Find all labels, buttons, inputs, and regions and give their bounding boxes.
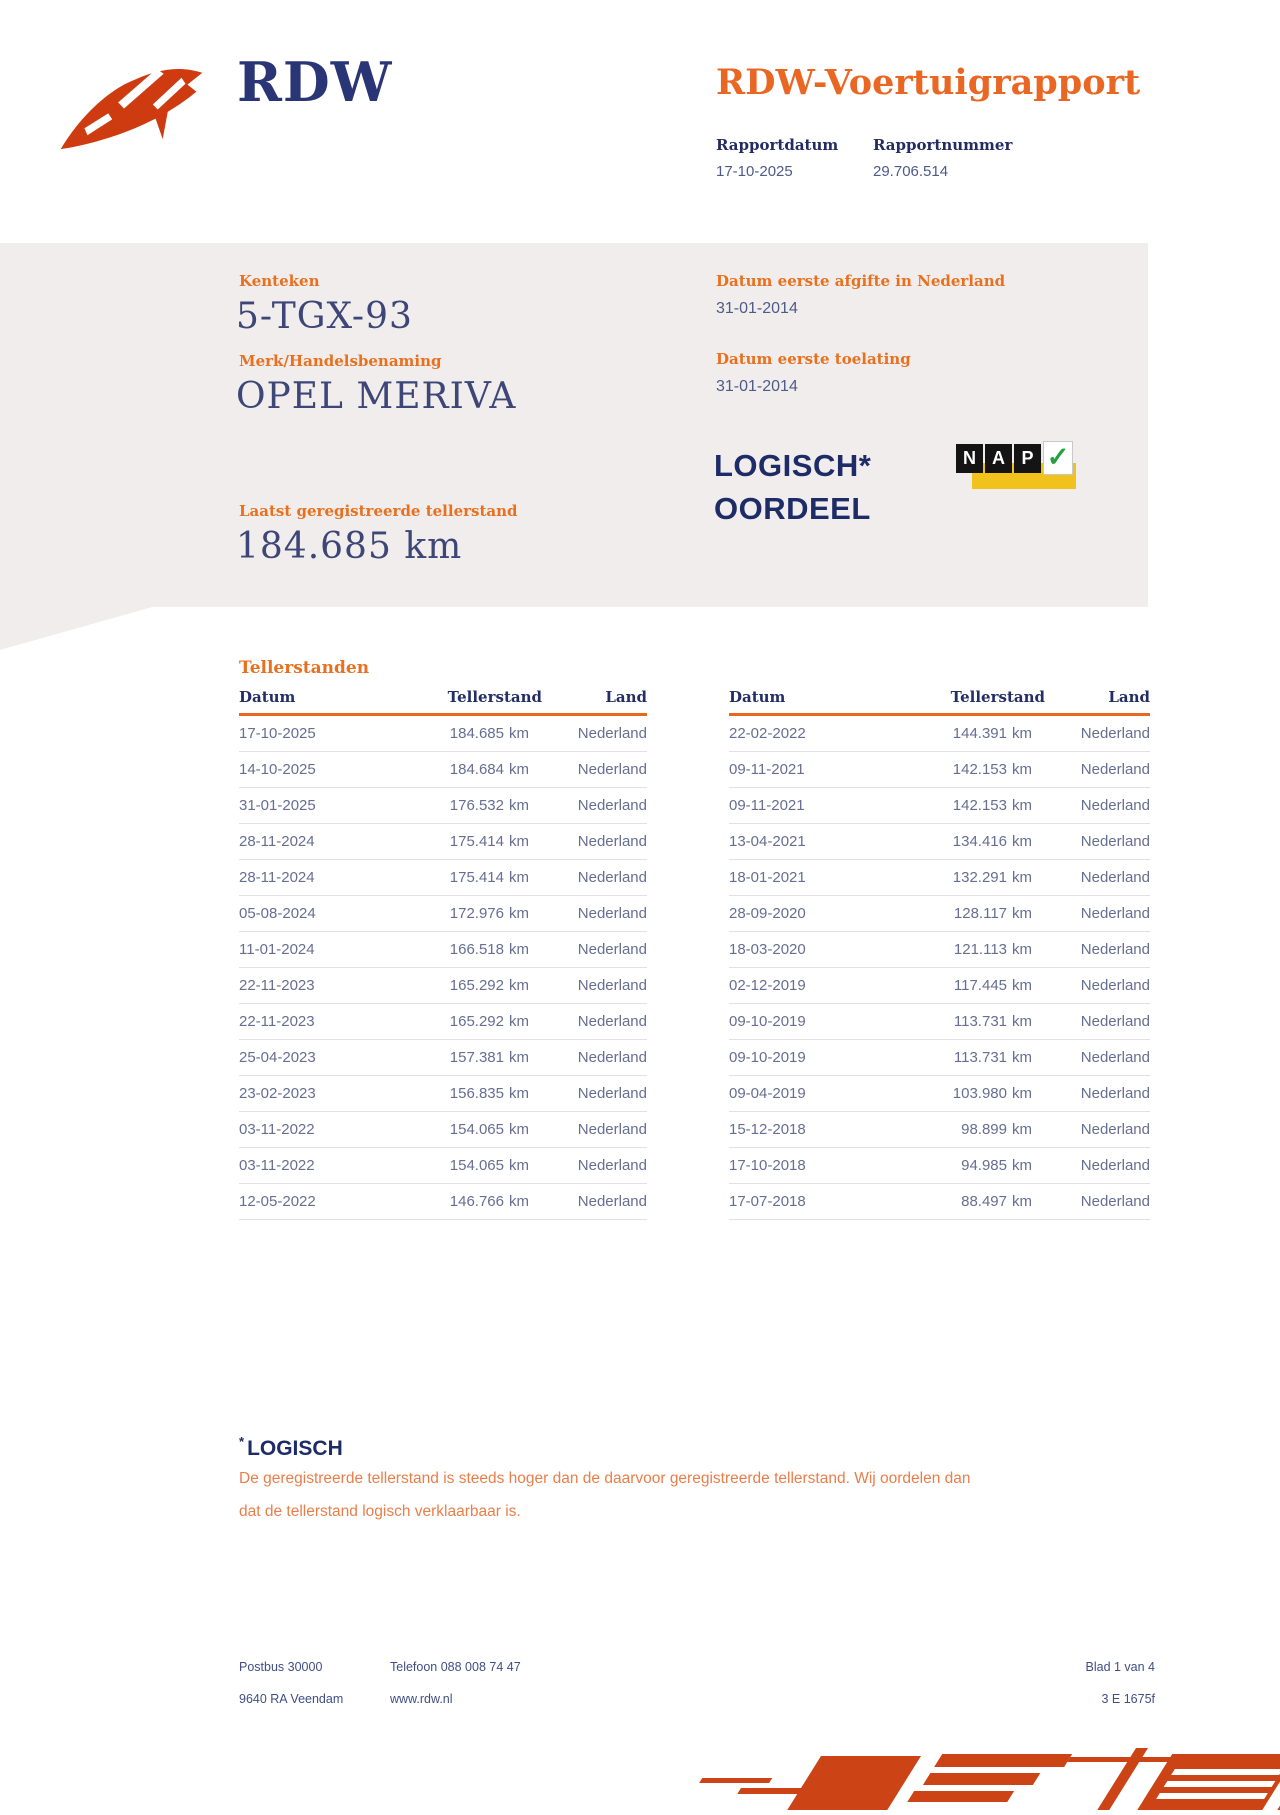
cell-unit: km bbox=[509, 833, 529, 850]
cell-unit: km bbox=[509, 725, 529, 742]
cell-value: 142.153 bbox=[952, 761, 1007, 778]
cell-value: 103.980 bbox=[952, 1085, 1007, 1102]
cell-date: 31-01-2025 bbox=[239, 797, 316, 814]
cell-unit: km bbox=[1012, 1193, 1032, 1210]
cell-unit: km bbox=[509, 869, 529, 886]
table-row bbox=[239, 968, 647, 1004]
cell-date: 18-03-2020 bbox=[729, 941, 806, 958]
cell-unit: km bbox=[509, 941, 529, 958]
cell-date: 09-10-2019 bbox=[729, 1049, 806, 1066]
cell-country: Nederland bbox=[1080, 905, 1150, 922]
header-land: Land bbox=[1108, 688, 1150, 706]
header-tellerstand: Tellerstand bbox=[950, 688, 1045, 706]
cell-date: 28-11-2024 bbox=[239, 833, 315, 850]
table-row bbox=[239, 1148, 647, 1184]
cell-unit: km bbox=[1012, 797, 1032, 814]
table-row bbox=[239, 860, 647, 896]
cell-value: 121.113 bbox=[953, 941, 1007, 958]
cell-unit: km bbox=[1012, 761, 1032, 778]
table-header-row bbox=[729, 688, 1150, 716]
cell-country: Nederland bbox=[1080, 797, 1150, 814]
report-number-label: Rapportnummer bbox=[873, 136, 1013, 154]
table-row bbox=[729, 896, 1150, 932]
cell-country: Nederland bbox=[1080, 1121, 1150, 1138]
cell-country: Nederland bbox=[577, 761, 647, 778]
cell-date: 03-11-2022 bbox=[239, 1121, 315, 1138]
merk-label: Merk/Handelsbenaming bbox=[239, 352, 442, 370]
cell-country: Nederland bbox=[1080, 941, 1150, 958]
table-row bbox=[239, 932, 647, 968]
cell-country: Nederland bbox=[577, 905, 647, 922]
eerste-toelating-label: Datum eerste toelating bbox=[716, 350, 911, 368]
table-row bbox=[729, 860, 1150, 896]
cell-date: 22-02-2022 bbox=[729, 725, 806, 742]
cell-value: 146.766 bbox=[449, 1193, 504, 1210]
nap-check-icon: ✓ bbox=[1043, 441, 1073, 475]
cell-country: Nederland bbox=[1080, 1085, 1150, 1102]
footer-form-code: 3 E 1675f bbox=[1101, 1692, 1155, 1706]
cell-date: 25-04-2023 bbox=[239, 1049, 316, 1066]
cell-value: 94.985 bbox=[961, 1157, 1007, 1174]
cell-unit: km bbox=[509, 1013, 529, 1030]
table-row bbox=[729, 1076, 1150, 1112]
footer-website-link[interactable]: www.rdw.nl bbox=[390, 1692, 453, 1706]
cell-value: 88.497 bbox=[961, 1193, 1007, 1210]
cell-date: 17-10-2025 bbox=[239, 725, 316, 742]
cell-value: 117.445 bbox=[953, 977, 1007, 994]
meter-table-right-body bbox=[729, 716, 1150, 1220]
cell-value: 156.835 bbox=[449, 1085, 504, 1102]
header-datum: Datum bbox=[729, 688, 786, 706]
cell-country: Nederland bbox=[1080, 1193, 1150, 1210]
rdw-logo-icon bbox=[56, 52, 206, 156]
table-row bbox=[729, 716, 1150, 752]
nap-logo-icon bbox=[955, 440, 1077, 492]
cell-date: 09-11-2021 bbox=[729, 797, 805, 814]
cell-value: 175.414 bbox=[449, 833, 504, 850]
tellerstanden-section-title: Tellerstanden bbox=[239, 658, 370, 678]
cell-country: Nederland bbox=[1080, 1049, 1150, 1066]
table-row bbox=[239, 1112, 647, 1148]
cell-date: 17-10-2018 bbox=[729, 1157, 806, 1174]
nap-letter-a: A bbox=[985, 444, 1012, 473]
cell-country: Nederland bbox=[577, 833, 647, 850]
cell-country: Nederland bbox=[577, 977, 647, 994]
cell-value: 165.292 bbox=[449, 1013, 504, 1030]
cell-country: Nederland bbox=[1080, 725, 1150, 742]
cell-unit: km bbox=[509, 977, 529, 994]
footnote-asterisk: * bbox=[239, 1434, 245, 1449]
cell-country: Nederland bbox=[577, 1157, 647, 1174]
footnote-heading bbox=[239, 1434, 343, 1461]
eerste-afgifte-label: Datum eerste afgifte in Nederland bbox=[716, 272, 1006, 290]
table-row bbox=[729, 824, 1150, 860]
cell-date: 15-12-2018 bbox=[729, 1121, 806, 1138]
table-row bbox=[239, 752, 647, 788]
cell-country: Nederland bbox=[577, 1085, 647, 1102]
cell-country: Nederland bbox=[577, 725, 647, 742]
eerste-toelating-value: 31-01-2014 bbox=[716, 378, 798, 395]
oordeel-line1: LOGISCH* bbox=[714, 448, 872, 483]
footer-city: 9640 RA Veendam bbox=[239, 1692, 344, 1706]
cell-value: 113.731 bbox=[953, 1049, 1007, 1066]
table-row bbox=[729, 1040, 1150, 1076]
table-row bbox=[239, 1004, 647, 1040]
header-datum: Datum bbox=[239, 688, 296, 706]
cell-value: 142.153 bbox=[952, 797, 1007, 814]
table-row bbox=[729, 932, 1150, 968]
cell-unit: km bbox=[1012, 1049, 1032, 1066]
cell-value: 98.899 bbox=[961, 1121, 1007, 1138]
cell-date: 13-04-2021 bbox=[729, 833, 806, 850]
cell-date: 09-10-2019 bbox=[729, 1013, 806, 1030]
cell-unit: km bbox=[509, 905, 529, 922]
oordeel-line2: OORDEEL bbox=[714, 491, 871, 526]
table-row bbox=[239, 1184, 647, 1220]
cell-date: 22-11-2023 bbox=[239, 977, 315, 994]
report-date-value: 17-10-2025 bbox=[716, 163, 793, 180]
table-row bbox=[729, 1112, 1150, 1148]
cell-value: 184.685 bbox=[449, 725, 504, 742]
oordeel-verdict bbox=[714, 444, 871, 530]
cell-country: Nederland bbox=[1080, 977, 1150, 994]
table-row bbox=[239, 1076, 647, 1112]
header-land: Land bbox=[605, 688, 647, 706]
cell-date: 23-02-2023 bbox=[239, 1085, 316, 1102]
footnote-text bbox=[239, 1462, 1069, 1528]
cell-value: 166.518 bbox=[449, 941, 504, 958]
cell-value: 113.731 bbox=[953, 1013, 1007, 1030]
cell-date: 02-12-2019 bbox=[729, 977, 806, 994]
footnote-line1: De geregistreerde tellerstand is steeds hoger dan de daarvoor geregistreerde tellerstand. Wij oordelen dan bbox=[239, 1470, 971, 1487]
cell-value: 157.381 bbox=[449, 1049, 504, 1066]
footer-page-number: Blad 1 van 4 bbox=[1085, 1660, 1155, 1674]
cell-country: Nederland bbox=[1080, 1013, 1150, 1030]
tellerstand-label: Laatst geregistreerde tellerstand bbox=[239, 502, 518, 520]
cell-date: 09-04-2019 bbox=[729, 1085, 806, 1102]
cell-date: 03-11-2022 bbox=[239, 1157, 315, 1174]
cell-unit: km bbox=[509, 1049, 529, 1066]
footnote-title: LOGISCH bbox=[247, 1437, 343, 1460]
cell-value: 134.416 bbox=[952, 833, 1007, 850]
cell-country: Nederland bbox=[1080, 1157, 1150, 1174]
table-row bbox=[239, 1040, 647, 1076]
cell-value: 165.292 bbox=[449, 977, 504, 994]
cell-date: 09-11-2021 bbox=[729, 761, 805, 778]
table-row bbox=[239, 788, 647, 824]
nap-letter-p: P bbox=[1014, 444, 1041, 473]
page-title: RDW-Voertuigrapport bbox=[716, 62, 1141, 103]
meter-table-right bbox=[729, 688, 1150, 1220]
cell-date: 12-05-2022 bbox=[239, 1193, 316, 1210]
cell-country: Nederland bbox=[577, 1193, 647, 1210]
cell-unit: km bbox=[1012, 941, 1032, 958]
cell-country: Nederland bbox=[577, 1121, 647, 1138]
meter-table-left-body bbox=[239, 716, 647, 1220]
cell-country: Nederland bbox=[1080, 761, 1150, 778]
nap-letter-n: N bbox=[956, 444, 983, 473]
table-row bbox=[239, 896, 647, 932]
cell-country: Nederland bbox=[577, 869, 647, 886]
table-header-row bbox=[239, 688, 647, 716]
cell-country: Nederland bbox=[577, 1049, 647, 1066]
cell-unit: km bbox=[1012, 833, 1032, 850]
cell-unit: km bbox=[509, 761, 529, 778]
report-date-label: Rapportdatum bbox=[716, 136, 839, 154]
cell-value: 144.391 bbox=[952, 725, 1007, 742]
cell-unit: km bbox=[1012, 977, 1032, 994]
table-row bbox=[729, 968, 1150, 1004]
footnote-line2: dat de tellerstand logisch verklaarbaar is. bbox=[239, 1503, 521, 1520]
kenteken-value: 5-TGX-93 bbox=[236, 296, 413, 337]
cell-value: 132.291 bbox=[952, 869, 1007, 886]
cell-unit: km bbox=[1012, 1121, 1032, 1138]
table-row bbox=[729, 1148, 1150, 1184]
cell-value: 176.532 bbox=[449, 797, 504, 814]
cell-country: Nederland bbox=[577, 941, 647, 958]
cell-unit: km bbox=[1012, 869, 1032, 886]
cell-date: 05-08-2024 bbox=[239, 905, 316, 922]
cell-value: 154.065 bbox=[449, 1121, 504, 1138]
table-row bbox=[239, 716, 647, 752]
cell-unit: km bbox=[1012, 905, 1032, 922]
footer-postbus: Postbus 30000 bbox=[239, 1660, 323, 1674]
cell-unit: km bbox=[509, 797, 529, 814]
table-row bbox=[729, 1184, 1150, 1220]
footer-phone: Telefoon 088 008 74 47 bbox=[390, 1660, 521, 1674]
cell-country: Nederland bbox=[577, 797, 647, 814]
cell-date: 18-01-2021 bbox=[729, 869, 806, 886]
speed-lines-graphic bbox=[680, 1748, 1280, 1810]
eerste-afgifte-value: 31-01-2014 bbox=[716, 300, 798, 317]
header-tellerstand: Tellerstand bbox=[447, 688, 542, 706]
cell-date: 11-01-2024 bbox=[239, 941, 315, 958]
table-row bbox=[729, 1004, 1150, 1040]
meter-table-left bbox=[239, 688, 647, 1220]
cell-value: 175.414 bbox=[449, 869, 504, 886]
cell-unit: km bbox=[509, 1085, 529, 1102]
cell-country: Nederland bbox=[1080, 833, 1150, 850]
brand-wordmark: RDW bbox=[237, 50, 393, 114]
tellerstand-value: 184.685 km bbox=[236, 526, 463, 567]
cell-unit: km bbox=[509, 1157, 529, 1174]
table-row bbox=[239, 824, 647, 860]
cell-unit: km bbox=[1012, 1157, 1032, 1174]
table-row bbox=[729, 788, 1150, 824]
cell-date: 14-10-2025 bbox=[239, 761, 316, 778]
cell-unit: km bbox=[509, 1121, 529, 1138]
cell-date: 28-09-2020 bbox=[729, 905, 806, 922]
cell-unit: km bbox=[1012, 1085, 1032, 1102]
cell-country: Nederland bbox=[577, 1013, 647, 1030]
kenteken-label: Kenteken bbox=[239, 272, 320, 290]
report-number-value: 29.706.514 bbox=[873, 163, 949, 180]
cell-value: 154.065 bbox=[449, 1157, 504, 1174]
table-row bbox=[729, 752, 1150, 788]
cell-date: 17-07-2018 bbox=[729, 1193, 806, 1210]
cell-date: 22-11-2023 bbox=[239, 1013, 315, 1030]
cell-country: Nederland bbox=[1080, 869, 1150, 886]
cell-value: 172.976 bbox=[449, 905, 504, 922]
cell-value: 128.117 bbox=[953, 905, 1007, 922]
cell-unit: km bbox=[1012, 1013, 1032, 1030]
cell-unit: km bbox=[509, 1193, 529, 1210]
cell-value: 184.684 bbox=[449, 761, 504, 778]
cell-date: 28-11-2024 bbox=[239, 869, 315, 886]
merk-value: OPEL MERIVA bbox=[236, 376, 517, 417]
cell-unit: km bbox=[1012, 725, 1032, 742]
